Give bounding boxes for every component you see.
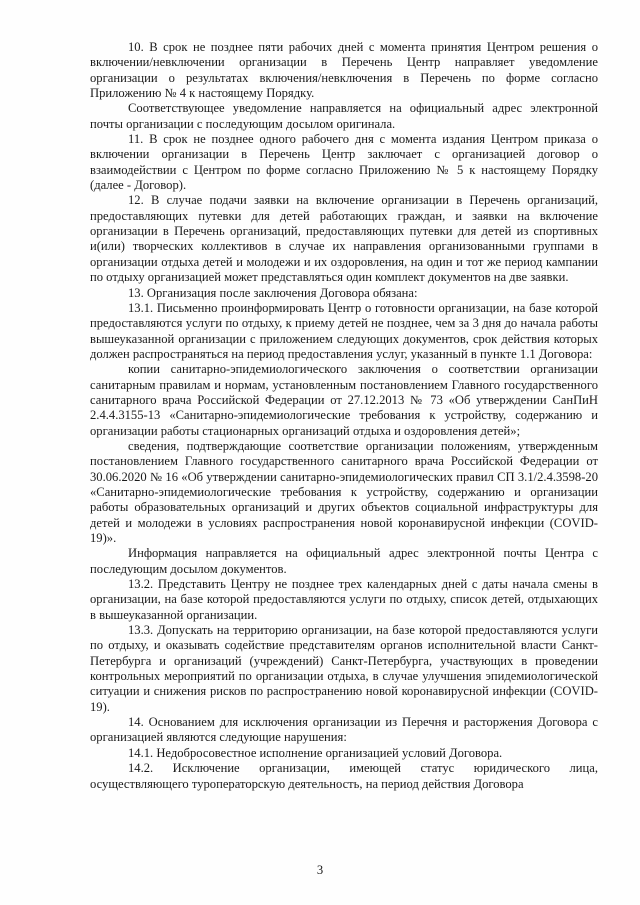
paragraph-notice-email: Соответствующее уведомление направляется на официальный адрес электронной почты организации с последующим досылом оригинала. [90,101,598,131]
paragraph-10: 10. В срок не позднее пяти рабочих дней с момента принятия Центром решения о включении/невключении организации в Перечень Центр направляет уведомление организации о результатах включения/невключения в Перечень по форме согласно Приложению № 4 к настоящему Порядку. [90,40,598,101]
paragraph-13-1: 13.1. Письменно проинформировать Центр о готовности организации, на базе которой предоставляются услуги по отдыху, к приему детей не позднее, чем за 3 дня до начала работы вышеуказанной организации с приложением следующих документов, срок действия которых должен распространяться на период предоставления услуг, указанный в пункте 1.1 Договора: [90,300,598,361]
paragraph-13-3: 13.3. Допускать на территорию организации, на базе которой предоставляются услуги по отдыху, и оказывать содействие представителям органов исполнительной власти Санкт-Петербурга и организаций (учреждений) Санкт-Петербурга, участвующих в проведении контрольных мероприятий по организации отдыха, в случае улучшения эпидемиологической ситуации и снижения рисков по распространению новой коронавирусной инфекции (COVID-19). [90,623,598,714]
document-body [90,40,598,792]
paragraph-12: 12. В случае подачи заявки на включение организации в Перечень организаций, предоставляющих путевки для детей работающих граждан, и заявки на включение организации в Перечень организаций, предоставляющих путевки для детей из спортивных и(или) творческих коллективов в случае их направления организованными группами в организации отдыха детей и молодежи и их оздоровления, на один и тот же период кампании по отдыху организацией может представляться один комплект документов на две заявки. [90,193,598,285]
paragraph-covid-compliance: сведения, подтверждающие соответствие организации положениям, утвержденным постановлением Главного государственного санитарного врача Российской Федерации от 30.06.2020 № 16 «Об утверждении санитарно-эпидемиологических правил СП 3.1/2.4.3598-20 «Санитарно-эпидемиологические требования к устройству, содержанию и организации работы образовательных организаций и других объектов социальной инфраструктуры для детей и молодежи в условиях распространения новой коронавирусной инфекции (COVID-19)». [90,438,598,545]
paragraph-13-2: 13.2. Представить Центру не позднее трех календарных дней с даты начала смены в организации, на базе которой предоставляются услуги по отдыху, список детей, отдыхающих в вышеуказанной организации. [90,577,598,622]
paragraph-14-1: 14.1. Недобросовестное исполнение организацией условий Договора. [128,745,503,760]
paragraph-14-2: 14.2. Исключение организации, имеющей статус юридического лица, осуществляющего туроператорскую деятельность, на период действия Договора [90,761,598,791]
paragraph-info-email: Информация направляется на официальный адрес электронной почты Центра с последующим досылом документов. [90,546,598,576]
paragraph-11: 11. В срок не позднее одного рабочего дня с момента издания Центром приказа о включении организации в Перечень Центр заключает с организацией договор о взаимодействии с Центром по форме согласно Приложению № 5 к настоящему Порядку (далее - Договор). [90,132,598,193]
paragraph-13: 13. Организация после заключения Договора обязана: [128,285,418,300]
paragraph-sanitary-conclusion: копии санитарно-эпидемиологического заключения о соответствии организации санитарным правилам и нормам, установленным постановлением Главного государственного санитарного врача Российской Федерации от 27.12.2013 № 73 «Об утверждении СанПиН 2.4.4.3155-13 «Санитарно-эпидемиологические требования к устройству, содержанию и организации работы стационарных организаций отдыха и оздоровления детей»; [90,362,598,438]
page-number: 3 [316,863,324,877]
paragraph-14: 14. Основанием для исключения организации из Перечня и расторжения Договора с организацией являются следующие нарушения: [90,715,598,745]
